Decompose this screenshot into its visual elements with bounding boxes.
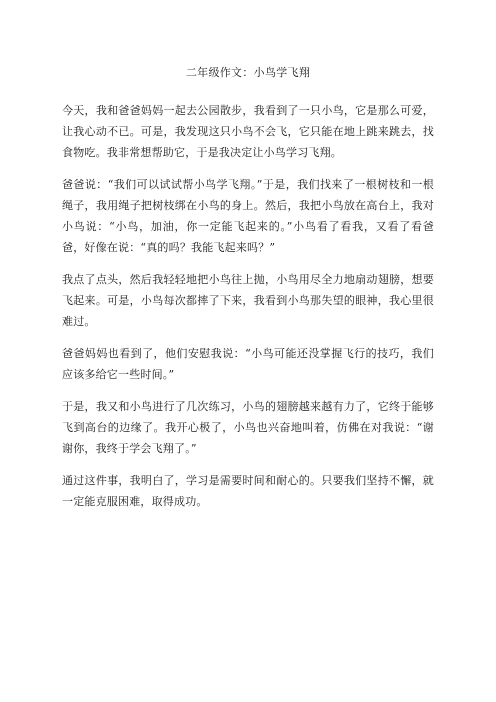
document-title: 二年级作文：小鸟学飞翔 [185,66,311,79]
paragraph-3: 我点了点头，然后我轻轻地把小鸟往上抛，小鸟用尽全力地扇动翅膀，想要飞起来。可是，小鸟每次都摔了下来，我看到小鸟那失望的眼神，我心里很难过。 [62,273,434,328]
paragraph-5: 于是，我又和小鸟进行了几次练习，小鸟的翅膀越来越有力了，它终于能够飞到高台的边缘了。我开心极了，小鸟也兴奋地叫着，仿佛在对我说：“谢谢你，我终于学会飞翔了。” [62,400,434,455]
paragraph-4: 爸爸妈妈也看到了，他们安慰我说：“小鸟可能还没掌握飞行的技巧，我们应该多给它一些时间。” [62,347,434,381]
document-body [62,100,434,523]
paragraph-2: 爸爸说：“我们可以试试帮小鸟学飞翔。”于是，我们找来了一根树枝和一根绳子，我用绳子把树枝绑在小鸟的身上。然后，我把小鸟放在高台上，我对小鸟说：“小鸟，加油，你一定能飞起来的。”小鸟看了看我，又看了看爸爸，好像在说：“真的吗？我能飞起来吗？” [62,178,434,254]
paragraph-6: 通过这件事，我明白了，学习是需要时间和耐心的。只要我们坚持不懈，就一定能克服困难，取得成功。 [62,474,434,508]
paragraph-1: 今天，我和爸爸妈妈一起去公园散步，我看到了一只小鸟，它是那么可爱，让我心动不已。可是，我发现这只小鸟不会飞，它只能在地上跳来跳去，找食物吃。我非常想帮助它，于是我决定让小鸟学习飞翔。 [62,104,434,159]
